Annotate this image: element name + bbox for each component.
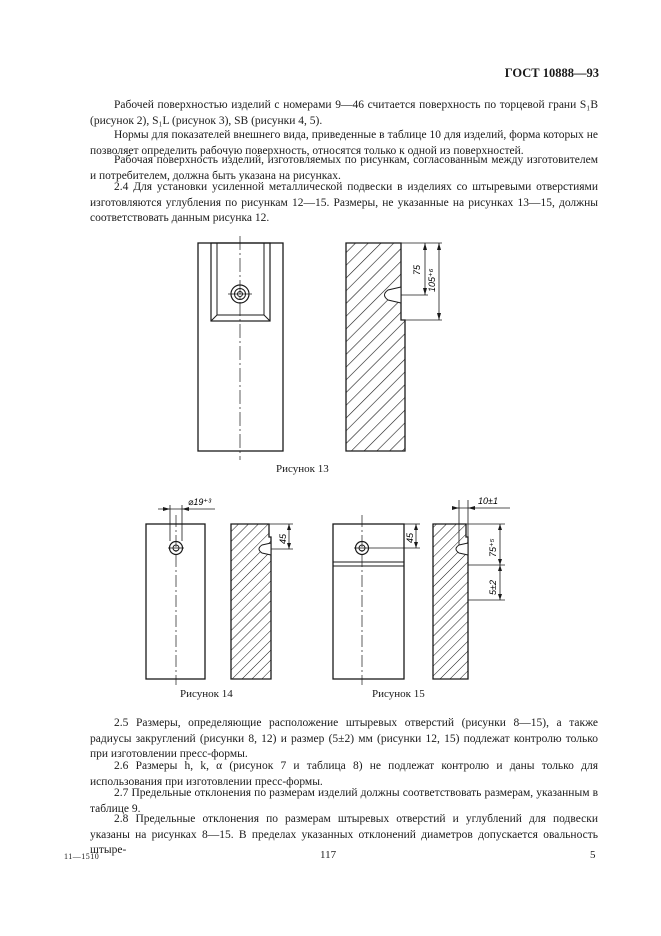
figure-13-caption: Рисунок 13 xyxy=(276,463,329,475)
paragraph-2-7: 2.7 Предельные отклонения по размерам изделий должны соответствовать размерам, указанным в таблице 9. xyxy=(90,787,598,815)
figure-15-caption: Рисунок 15 xyxy=(372,688,425,700)
paragraph-2-8: 2.8 Предельные отклонения по размерам штыревых отверстий и углублений для подвески указаны на рисунках 8—15. В пределах указанных отклонений диаметров допускается овальность штыре- xyxy=(90,813,598,856)
paragraph-appearance-norms: Нормы для показателей внешнего вида, приведенные в таблице 10 для изделий, форма которых не позволяет определить рабочую поверхность, относятся только к одной из поверхностей. xyxy=(90,129,598,157)
paragraph-agreed-drawings: Рабочая поверхность изделий, изготовляемых по рисункам, согласованным между изготовителем и потребителем, должна быть указана на рисунках. xyxy=(90,154,598,182)
footer-page-number-right: 5 xyxy=(590,849,596,861)
fig15-dim-5: 5±2 xyxy=(488,580,498,595)
footer-print-code: 11—1510 xyxy=(64,852,100,861)
document-header: ГОСТ 10888—93 xyxy=(504,66,599,80)
figure-14-caption: Рисунок 14 xyxy=(180,688,233,700)
fig15-dim-10: 10±1 xyxy=(478,496,498,506)
paragraph-2-5: 2.5 Размеры, определяющие расположение штыревых отверстий (рисунки 8—15), а также радиусы закруглений (рисунки 8, 12) и размер (5±2) мм (рисунки 12, 15) подлежат контролю только при изготовлении пресс-формы. xyxy=(90,717,598,760)
fig13-dim-75: 75 xyxy=(412,264,422,275)
fig15-front-view xyxy=(333,515,420,685)
fig15-dim-75: 75⁺⁵ xyxy=(488,538,498,557)
fig14-dim-45: 45 xyxy=(278,533,288,544)
fig15-dim-45: 45 xyxy=(405,532,415,543)
paragraph-working-surface: Рабочей поверхностью изделий с номерами 9—46 считается поверхность по торцевой грани S₁B (рисунок 2), S₁L (рисунок 3), SB (рисунки 4, 5). xyxy=(90,99,598,127)
paragraph-2-6: 2.6 Размеры h, k, α (рисунок 7 и таблица 8) не подлежат контролю и даны только для использования при изготовлении пресс-формы. xyxy=(90,760,598,788)
fig15-section-view xyxy=(433,496,510,679)
fig14-section-view xyxy=(231,524,293,679)
footer-page-number-center: 117 xyxy=(320,849,337,861)
fig13-section-view xyxy=(346,243,442,451)
fig14-dim-diameter: ⌀19⁺³ xyxy=(188,497,212,507)
fig14-front-view xyxy=(146,497,215,685)
paragraph-2-4: 2.4 Для установки усиленной металлической подвески в изделиях со штыревыми отверстиями изготовляются углубления по рисункам 12—15. Размеры, не указанные на рисунках 13—15, должны соответствовать данным рисунка 12. xyxy=(90,181,598,224)
fig13-dim-105: 105⁺⁶ xyxy=(427,268,437,292)
fig13-front-view xyxy=(198,236,283,460)
